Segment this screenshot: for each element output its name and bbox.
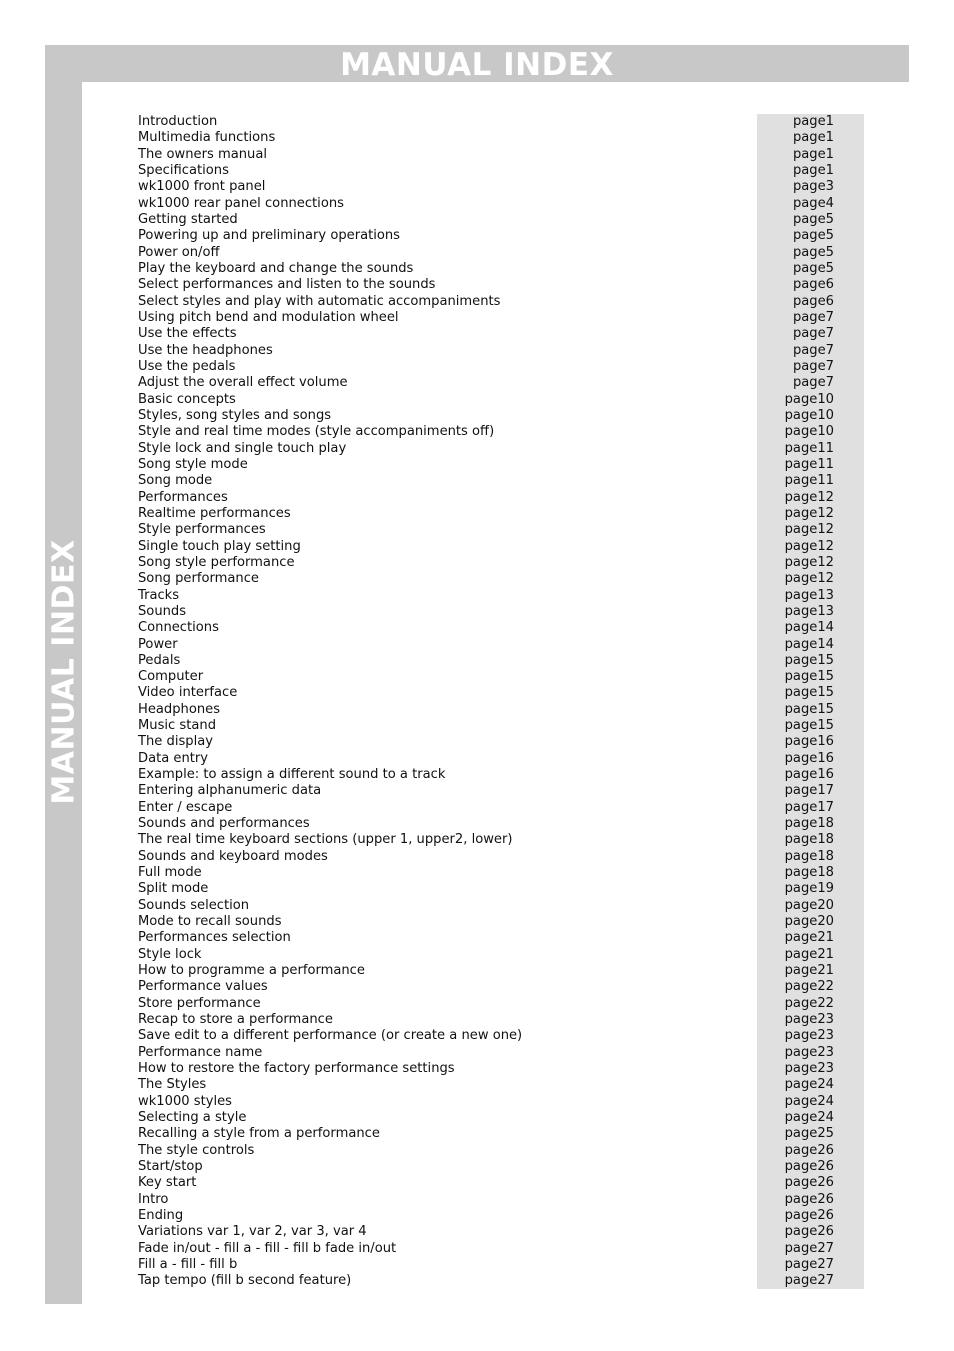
- entry-title: The display: [138, 734, 214, 750]
- entry-title: Selecting a style: [138, 1110, 247, 1126]
- entry-title: Use the headphones: [138, 342, 273, 358]
- entry-title: Style performances: [138, 522, 266, 538]
- entry-page-number: page15: [784, 718, 834, 734]
- entry-title: Save edit to a different performance (or create a new one): [138, 1028, 523, 1044]
- entry-page-number: page11: [784, 456, 834, 472]
- entry-title: wk1000 front panel: [138, 179, 266, 195]
- entry-page-number: page3: [792, 179, 834, 195]
- entry-page-number: page4: [792, 195, 834, 211]
- index-entry: [138, 734, 838, 750]
- entry-title: Play the keyboard and change the sounds: [138, 260, 414, 276]
- index-entry: [138, 767, 838, 783]
- entry-page-number: page14: [784, 636, 834, 652]
- entry-title: Use the pedals: [138, 358, 236, 374]
- entry-title: Style and real time modes (style accompaniments off): [138, 424, 495, 440]
- index-entry: [138, 490, 838, 506]
- entry-page-number: page10: [784, 424, 834, 440]
- entry-title: Variations var 1, var 2, var 3, var 4: [138, 1224, 367, 1240]
- index-entry: [138, 1159, 838, 1175]
- entry-title: Performance values: [138, 979, 268, 995]
- entry-page-number: page7: [792, 309, 834, 325]
- entry-page-number: page1: [792, 162, 834, 178]
- index-entry: [138, 1045, 838, 1061]
- index-entry: [138, 1241, 838, 1257]
- entry-page-number: page18: [784, 816, 834, 832]
- entry-page-number: page12: [784, 489, 834, 505]
- entry-title: Song performance: [138, 571, 259, 587]
- entry-page-number: page1: [792, 146, 834, 162]
- entry-page-number: page16: [784, 750, 834, 766]
- index-entry: [138, 392, 838, 408]
- entry-page-number: page10: [784, 391, 834, 407]
- entry-title: Song style performance: [138, 554, 295, 570]
- entry-title: Sounds and keyboard modes: [138, 848, 328, 864]
- index-entry: [138, 816, 838, 832]
- index-entry: [138, 930, 838, 946]
- index-entry: [138, 1077, 838, 1093]
- entry-page-number: page7: [792, 375, 834, 391]
- entry-page-number: page12: [784, 522, 834, 538]
- entry-title: Adjust the overall effect volume: [138, 375, 348, 391]
- entry-page-number: page14: [784, 620, 834, 636]
- entry-title: Music stand: [138, 718, 217, 734]
- entry-title: Style lock and single touch play: [138, 440, 347, 456]
- index-entry: [138, 1061, 838, 1077]
- entry-page-number: page20: [784, 914, 834, 930]
- entry-page-number: page20: [784, 897, 834, 913]
- entry-title: Recalling a style from a performance: [138, 1126, 380, 1142]
- entry-title: Song style mode: [138, 456, 248, 472]
- index-entry: [138, 441, 838, 457]
- index-entry: [138, 130, 838, 146]
- entry-title: Data entry: [138, 750, 209, 766]
- entry-title: The real time keyboard sections (upper 1, upper2, lower): [138, 832, 513, 848]
- entry-title: Sounds: [138, 603, 187, 619]
- entry-title: Fade in/out - fill a - fill - fill b fade in/out: [138, 1240, 397, 1256]
- index-entry: [138, 522, 838, 538]
- entry-title: Split mode: [138, 881, 209, 897]
- entry-title: Pedals: [138, 652, 181, 668]
- entry-title: Single touch play setting: [138, 538, 301, 554]
- entry-title: Computer: [138, 669, 204, 685]
- entry-title: Basic concepts: [138, 391, 236, 407]
- entry-page-number: page11: [784, 473, 834, 489]
- index-entry: [138, 865, 838, 881]
- index-entry: [138, 702, 838, 718]
- entry-page-number: page16: [784, 734, 834, 750]
- entry-page-number: page11: [784, 440, 834, 456]
- index-entry: [138, 588, 838, 604]
- entry-page-number: page21: [784, 946, 834, 962]
- index-entry: [138, 1175, 838, 1191]
- entry-title: Performance name: [138, 1044, 263, 1060]
- index-entry: [138, 1012, 838, 1028]
- entry-title: How to restore the factory performance settings: [138, 1061, 455, 1077]
- entry-title: Multimedia functions: [138, 130, 276, 146]
- entry-title: Recap to store a performance: [138, 1012, 333, 1028]
- index-entry: [138, 310, 838, 326]
- index-entry: [138, 1192, 838, 1208]
- entry-page-number: page25: [784, 1126, 834, 1142]
- entry-page-number: page12: [784, 571, 834, 587]
- entry-title: How to programme a performance: [138, 963, 365, 979]
- side-bar: [45, 82, 82, 1304]
- entry-title: wk1000 styles: [138, 1093, 232, 1109]
- entry-page-number: page26: [784, 1159, 834, 1174]
- index-entry: [138, 277, 838, 293]
- entry-title: Specifications: [138, 162, 229, 178]
- entry-title: Sounds and performances: [138, 816, 310, 832]
- entry-title: Sounds selection: [138, 897, 250, 913]
- entry-page-number: page5: [792, 228, 834, 244]
- index-entry: [138, 375, 838, 391]
- index-entry: [138, 196, 838, 212]
- index-entry: [138, 1094, 838, 1110]
- index-entry: [138, 620, 838, 636]
- index-entry: [138, 1126, 838, 1142]
- index-entry: [138, 555, 838, 571]
- index-entry: [138, 506, 838, 522]
- entry-title: Performances selection: [138, 930, 291, 946]
- entry-title: Entering alphanumeric data: [138, 783, 322, 799]
- entry-title: Start/stop: [138, 1159, 203, 1174]
- entry-page-number: page7: [792, 326, 834, 342]
- side-title: MANUAL INDEX: [46, 539, 81, 805]
- entry-title: Getting started: [138, 211, 238, 227]
- index-entry: [138, 212, 838, 228]
- entry-page-number: page27: [784, 1273, 834, 1289]
- index-entry: [138, 669, 838, 685]
- entry-title: Style lock: [138, 946, 202, 962]
- index-list: [138, 114, 838, 1290]
- index-entry: [138, 228, 838, 244]
- entry-page-number: page15: [784, 701, 834, 717]
- entry-page-number: page17: [784, 783, 834, 799]
- entry-page-number: page10: [784, 407, 834, 423]
- index-entry: [138, 261, 838, 277]
- entry-title: Realtime performances: [138, 505, 291, 521]
- entry-page-number: page19: [784, 881, 834, 897]
- entry-page-number: page24: [784, 1093, 834, 1109]
- index-entry: [138, 163, 838, 179]
- index-entry: [138, 245, 838, 261]
- index-entry: [138, 1110, 838, 1126]
- entry-title: Full mode: [138, 865, 202, 881]
- index-entry: [138, 685, 838, 701]
- index-entry: [138, 751, 838, 767]
- entry-title: The owners manual: [138, 146, 267, 162]
- entry-title: Fill a - fill - fill b: [138, 1256, 238, 1272]
- index-entry: [138, 294, 838, 310]
- entry-title: Select styles and play with automatic accompaniments: [138, 293, 501, 309]
- entry-title: Store performance: [138, 995, 261, 1011]
- entry-title: Key start: [138, 1175, 197, 1191]
- index-entry: [138, 1143, 838, 1159]
- index-entry: [138, 653, 838, 669]
- entry-page-number: page18: [784, 832, 834, 848]
- index-entry: [138, 326, 838, 342]
- entry-title: Song mode: [138, 473, 213, 489]
- entry-page-number: page23: [784, 1061, 834, 1077]
- entry-page-number: page7: [792, 358, 834, 374]
- entry-title: Select performances and listen to the sounds: [138, 277, 436, 293]
- index-entry: [138, 114, 838, 130]
- entry-title: Use the effects: [138, 326, 237, 342]
- entry-title: Power: [138, 636, 178, 652]
- entry-page-number: page12: [784, 538, 834, 554]
- entry-title: Example: to assign a different sound to a track: [138, 767, 446, 783]
- entry-page-number: page1: [792, 130, 834, 146]
- entry-page-number: page13: [784, 603, 834, 619]
- entry-page-number: page24: [784, 1077, 834, 1093]
- entry-title: Connections: [138, 620, 219, 636]
- index-entry: [138, 1028, 838, 1044]
- entry-title: Introduction: [138, 114, 218, 129]
- index-entry: [138, 179, 838, 195]
- entry-page-number: page16: [784, 767, 834, 783]
- entry-page-number: page12: [784, 554, 834, 570]
- entry-page-number: page26: [784, 1191, 834, 1207]
- entry-page-number: page15: [784, 685, 834, 701]
- index-entry: [138, 571, 838, 587]
- index-entry: [138, 1224, 838, 1240]
- entry-page-number: page27: [784, 1256, 834, 1272]
- entry-page-number: page23: [784, 1044, 834, 1060]
- index-entry: [138, 783, 838, 799]
- entry-page-number: page17: [784, 799, 834, 815]
- index-entry: [138, 343, 838, 359]
- entry-page-number: page23: [784, 1028, 834, 1044]
- entry-title: Using pitch bend and modulation wheel: [138, 309, 399, 325]
- entry-title: Power on/off: [138, 244, 220, 260]
- entry-title: Mode to recall sounds: [138, 914, 282, 930]
- index-entry: [138, 881, 838, 897]
- entry-page-number: page6: [792, 293, 834, 309]
- entry-page-number: page23: [784, 1012, 834, 1028]
- entry-title: Tap tempo (fill b second feature): [138, 1273, 352, 1289]
- entry-title: Ending: [138, 1207, 184, 1223]
- entry-page-number: page24: [784, 1110, 834, 1126]
- index-entry: [138, 424, 838, 440]
- index-entry: [138, 637, 838, 653]
- entry-title: The style controls: [138, 1142, 255, 1158]
- entry-page-number: page22: [784, 995, 834, 1011]
- entry-page-number: page27: [784, 1240, 834, 1256]
- entry-page-number: page5: [792, 211, 834, 227]
- index-entry: [138, 1208, 838, 1224]
- entry-page-number: page18: [784, 848, 834, 864]
- entry-title: Enter / escape: [138, 799, 233, 815]
- index-entry: [138, 473, 838, 489]
- index-entry: [138, 979, 838, 995]
- entry-page-number: page22: [784, 979, 834, 995]
- entry-page-number: page26: [784, 1142, 834, 1158]
- index-entry: [138, 947, 838, 963]
- entry-title: Video interface: [138, 685, 238, 701]
- index-entry: [138, 359, 838, 375]
- entry-page-number: page21: [784, 930, 834, 946]
- entry-page-number: page26: [784, 1175, 834, 1191]
- index-entry: [138, 1273, 838, 1289]
- index-entry: [138, 849, 838, 865]
- index-entry: [138, 800, 838, 816]
- entry-page-number: page13: [784, 587, 834, 603]
- index-entry: [138, 996, 838, 1012]
- entry-title: The Styles: [138, 1077, 207, 1093]
- index-entry: [138, 1257, 838, 1273]
- entry-page-number: page18: [784, 865, 834, 881]
- entry-page-number: page26: [784, 1224, 834, 1240]
- entry-page-number: page7: [792, 342, 834, 358]
- index-entry: [138, 457, 838, 473]
- entry-page-number: page26: [784, 1207, 834, 1223]
- entry-page-number: page15: [784, 652, 834, 668]
- entry-title: wk1000 rear panel connections: [138, 195, 344, 211]
- entry-title: Intro: [138, 1191, 169, 1207]
- entry-page-number: page6: [792, 277, 834, 293]
- index-entry: [138, 914, 838, 930]
- header-bar: [45, 45, 909, 82]
- index-entry: [138, 539, 838, 555]
- index-entry: [138, 898, 838, 914]
- index-entry: [138, 408, 838, 424]
- index-entry: [138, 604, 838, 620]
- entry-page-number: page15: [784, 669, 834, 685]
- entry-title: Headphones: [138, 701, 221, 717]
- entry-page-number: page12: [784, 505, 834, 521]
- entry-page-number: page5: [792, 244, 834, 260]
- index-entry: [138, 832, 838, 848]
- entry-title: Powering up and preliminary operations: [138, 228, 401, 244]
- entry-page-number: page1: [792, 114, 834, 129]
- entry-title: Performances: [138, 489, 228, 505]
- entry-title: Styles, song styles and songs: [138, 407, 332, 423]
- index-entry: [138, 718, 838, 734]
- entry-page-number: page5: [792, 260, 834, 276]
- page-title: MANUAL INDEX: [340, 47, 614, 83]
- entry-page-number: page21: [784, 963, 834, 979]
- index-entry: [138, 963, 838, 979]
- entry-title: Tracks: [138, 587, 180, 603]
- index-entry: [138, 147, 838, 163]
